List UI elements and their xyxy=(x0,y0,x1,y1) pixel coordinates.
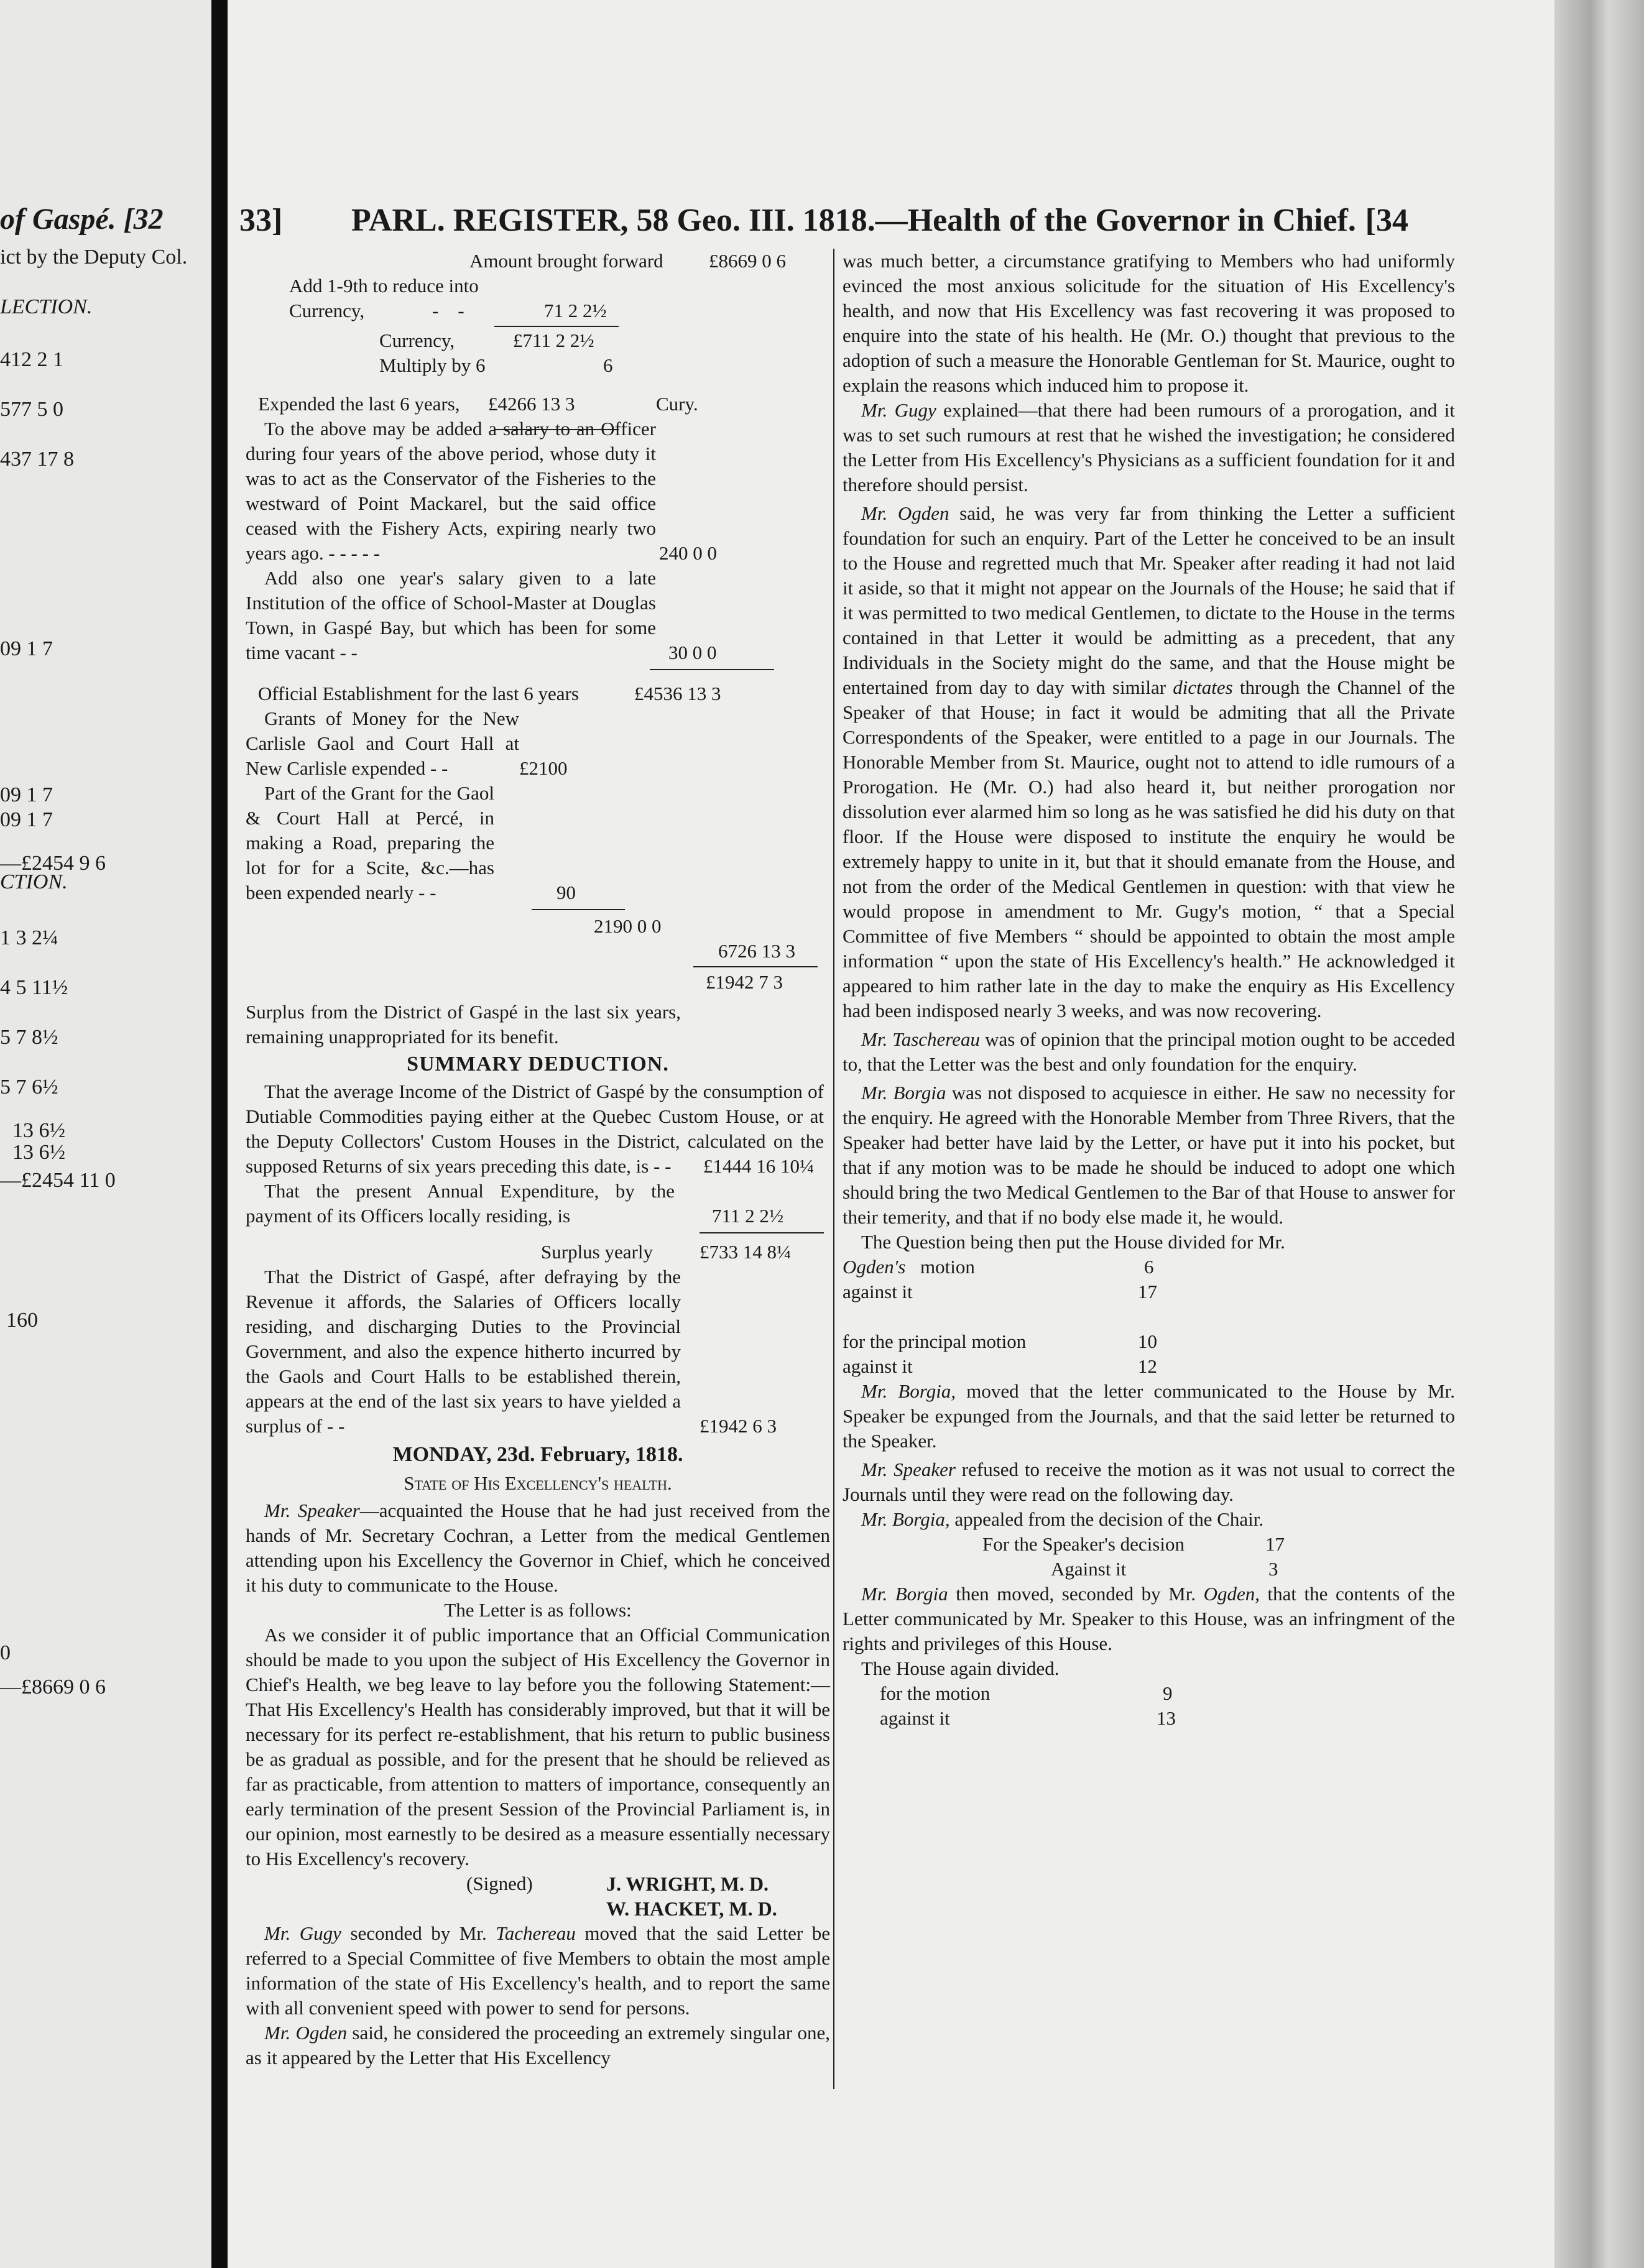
signature-line xyxy=(246,1896,830,1921)
left-page-line: 09 1 7 xyxy=(0,783,53,806)
account-line xyxy=(246,939,830,964)
account-label: Add 1-9th to reduce into xyxy=(289,275,479,297)
left-page-line: 5 7 8½ xyxy=(0,1026,58,1049)
paragraph: that the contents of the Letter communicated by Mr. Speaker to this House, was an infringment of the rights and privileges of this House. xyxy=(843,1583,1456,1654)
left-page-line: —£2454 11 0 xyxy=(0,1169,116,1192)
gugy-name: Mr. Gugy xyxy=(264,1922,341,1944)
account-amount: 711 2 2½ xyxy=(712,1205,784,1227)
left-page-line: LECTION. xyxy=(0,295,93,318)
grants-paragraph: Grants of Money for the New Carlisle Gaol and Court Hall at New Carlisle expended - - £2100 xyxy=(246,706,519,781)
account-amount: £1444 16 10¼ xyxy=(700,1154,814,1179)
account-amount: 71 2 2½ xyxy=(544,300,607,321)
school-paragraph: Add also one year's salary given to a late Institution of the office of School-Master at Douglas Town, in Gaspé Bay, but which has been for some time vacant - - 30 0 0 xyxy=(246,566,656,665)
account-label: Official Establishment for the last 6 years xyxy=(258,683,579,704)
vote-line: Ogden's motion 6 xyxy=(843,1256,1154,1278)
gugy-paragraph: moved that the said Letter be referred to a Special Committee of five Members to obtain the most ample information of the state of His Excellency's health, and to report the same with all convenient speed with power to send for persons. xyxy=(246,1922,830,2019)
paragraph: was of opinion that the principal motion ought to be acceded to, that the Letter was the best and only foundation for the enquiry. xyxy=(843,1028,1455,1075)
surplus-paragraph: Surplus from the District of Gaspé in the last six years, remaining unappropriated for its benefit. xyxy=(246,1001,681,1048)
account-line xyxy=(246,274,830,298)
account-amount: £4536 13 3 xyxy=(634,683,721,704)
running-header xyxy=(239,202,1408,246)
account-line xyxy=(246,353,830,378)
page-number-left: 33] xyxy=(239,203,283,238)
signed-label: (Signed) xyxy=(466,1873,533,1894)
page-edge xyxy=(1554,0,1644,2268)
paragraph: The Question being then put the House divided for Mr. xyxy=(861,1231,1285,1253)
left-page-line: —£8669 0 6 xyxy=(0,1676,106,1699)
signature-hacket: W. HACKET, M. D. xyxy=(606,1897,777,1920)
paragraph: appealed from the decision of the Chair. xyxy=(954,1508,1264,1530)
vote-line: against it 12 xyxy=(843,1355,1157,1377)
income-paragraph: That the average Income of the District of Gaspé by the consumption of Dutiable Commodities paying either at the Quebec Custom House, or at the Deputy Collectors' Custom Houses in the District, calculated on the supposed Returns of six years preceding this date, is - - £1444 16 10¼ xyxy=(246,1079,830,1179)
ogden-paragraph: said, he considered the proceeding an extremely singular one, as it appeared by the Letter that His Excellency xyxy=(246,2022,830,2068)
left-page-line: ict by the Deputy Col. xyxy=(0,246,188,269)
sum-rule xyxy=(700,1232,824,1233)
vote-line: For the Speaker's decision 17 xyxy=(982,1533,1285,1555)
account-label: Surplus yearly xyxy=(541,1241,653,1263)
account-line xyxy=(246,681,830,706)
vote-line: for the principal motion 10 xyxy=(843,1330,1157,1352)
account-amount: 6 xyxy=(603,354,613,376)
account-amount: £1942 7 3 xyxy=(706,971,783,993)
account-amount: 30 0 0 xyxy=(668,642,717,663)
left-page-line: 13 6½ xyxy=(12,1119,65,1142)
left-page-line: 5 7 6½ xyxy=(0,1076,58,1099)
letter-text: As we consider it of public importance that an Official Communication should be made to you upon the subject of His Excellency the Governor in Chief's Health, we beg leave to lay before you the following Statement:—That His Excellency's Health has considerably improved, but that it will be necessary for its perfect re-establishment, that his return to public business be as gradual as possible, and for the present that he should be relieved as far as practicable, from attention to matters of importance, consequently an early termination of the present Session of the Provincial Parliament is, in our opinion, most earnestly to be desired as a measure essentially necessary to His Excellency's recovery. xyxy=(246,1624,830,1869)
account-line xyxy=(246,249,830,274)
paragraph: moved that the letter communicated to the House by Mr. Speaker be expunged from the Journals, and that the said letter be returned to the Speaker. xyxy=(843,1380,1455,1452)
ogden-name: Mr. Ogden xyxy=(264,2022,348,2044)
column-right: was much better, a circumstance gratifying to Members who had uniformly evinced the most anxious solicitude for the situation of His Excellency's health, and now that His Excellency was fast recovering it was proposed to enquire into the state of his health. He (Mr. O.) thought that previous to the adoption of such a measure the Honorable Gentleman for St. Maurice, ought to explain the reasons which induced him to propose it. Mr. Gugy explained—that there had been rumours of a prorogation, and it was to set such rumours at rest that he wished the investigation; he considered the Letter from His Excellency's Physicians as a sufficient foundation for it and therefore should persist. Mr. Ogden said, he was very far from thinking the Letter a sufficient foundation for such an enquiry. Part of the Letter he conceived to be an insult to the House and regretted much that Mr. Speaker after reading it had not laid it aside, so that it might not appear on the Journals of the House; he said that if it was permitted to two medical Gentlemen, to dictate to the House in the terms contained in that Letter it would be admitting as a precedent, that any Individuals in the Society might do the same, and that the House might be entertained from day to day with similar dictates through the Channel of the Speaker of that House; in fact it would be admiting that all the Private Correspondents of the Speaker, were entitled to a page in our Journals. The Honorable Member from St. Maurice, ought not to attend to idle rumours of a Prorogation. He (Mr. O.) had also heard it, but neither prorogation nor dissolution ever alarmed him so long as he was satisfied he did his duty on that floor. If the House were disposed to institute the enquiry he would be extremely happy to unite in it, but that it should emanate from the House, and not from the order of the Medical Gentlemen in question: with that view he would propose in amendment to Mr. Gugy's motion, “ that a Special Committee of five Members “ should be appointed to obtain the most ample information “ upon the state of His Excellency's health.” He acknowledged it appeared to him rather late in the day to make the enquiry as His Excellency had been indisposed nearly 3 weeks, and was now recovering. Mr. Taschereau was of opinion that the principal motion ought to be acceded to, that the Letter was the best and only foundation for the enquiry. Mr. Borgia was not disposed to acquiesce in either. He saw no necessity for the enquiry. He agreed with the Honorable Member from Three Rivers, that the Speaker had better have laid by the Letter, or have put it into his pocket, but that if any motion was to be made he should be induced to adopt one which should bring the two Medical Gentlemen to the Bar of that House to answer for their temerity, and that if no body else made it, he would. The Question being then put the House divided for Mr. Ogden's motion 6 against it 17 for the principal motion 10 against it 12 Mr. Borgia, moved that the letter communicated to the House by Mr. Speaker be expunged from the Journals, and that the said letter be returned to the Speaker. Mr. Speaker refused to receive the motion as it was not usual to correct the Journals until they were read on the following day. Mr. Borgia, appealed from the decision of the Chair. For the Speaker's decision 17 Against it 3 Mr. Borgia then moved, seconded by Mr. Ogden, that the contents of the Letter communicated by Mr. Speaker to this House, was an infringment of the rights and privileges of this House. The House again divided. for the motion 9 against it 13 xyxy=(843,249,1455,1731)
left-page-line: 09 1 7 xyxy=(0,808,53,831)
section-heading: State of His Excellency's health. xyxy=(404,1472,672,1494)
account-label: Amount brought forward xyxy=(469,250,663,272)
sum-rule xyxy=(532,909,625,910)
account-label: Expended the last 6 years, xyxy=(258,393,460,415)
column-divider xyxy=(833,249,834,2089)
speaker-paragraph: —acquainted the House that he had just received from the hands of Mr. Secretary Cochran, a Letter from the medical Gentlemen attending upon his Excellency the Governor in Chief, which he conceived it his duty to communicate to the House. xyxy=(246,1500,830,1596)
paragraph: was much better, a circumstance gratifying to Members who had uniformly evinced the most anxious solicitude for the situation of His Excellency's health, and now that His Excellency was fast recovering it was proposed to enquire into the state of his health. He (Mr. O.) thought that previous to the adoption of such a measure the Honorable Gentleman for St. Maurice, ought to explain the reasons which induced him to propose it. xyxy=(843,250,1455,396)
sum-rule xyxy=(650,669,774,673)
summary-heading: SUMMARY DEDUCTION. xyxy=(407,1053,669,1076)
paragraph: The House again divided. xyxy=(861,1657,1060,1679)
account-line xyxy=(246,392,830,417)
vote-line: against it 17 xyxy=(843,1281,1157,1302)
vote-line: for the motion 9 xyxy=(880,1682,1173,1704)
expenditure-paragraph: That the present Annual Expenditure, by the payment of its Officers locally residing, is 711 2 2½ xyxy=(246,1179,675,1228)
account-amount: £4266 13 3 xyxy=(488,393,575,415)
account-line xyxy=(246,328,830,353)
vote-line: Against it 3 xyxy=(1051,1558,1278,1580)
left-page-line: 0 xyxy=(0,1641,11,1664)
left-page-line: —£2454 9 6 xyxy=(0,852,106,875)
left-page-header: of Gaspé. [32 xyxy=(0,203,164,236)
account-amount: £733 14 8¼ xyxy=(700,1241,792,1263)
account-line xyxy=(246,1240,830,1265)
account-line xyxy=(246,909,830,937)
account-amount: £711 2 2½ xyxy=(513,330,594,351)
account-amount: 90 xyxy=(556,882,576,903)
salary-paragraph: To the above may be added a salary to an Officer during four years of the above period, whose duty it was to act as the Conservator of the Fisheries to the westward of Point Mackarel, but the said office ceased with the Fishery Acts, expiring nearly two years ago. - - - - - 240 0 0 xyxy=(246,417,656,566)
vote-line: against it 13 xyxy=(880,1707,1176,1729)
column-left: Amount brought forward £8669 0 6 Add 1-9th to reduce into Currency, - - 71 2 2½ Currency, £711 2 2½ Multiply by 6 6 Expended the last 6 years, £4266 13 3 Cury. To the above may be added a salary to an Officer during four years of the above period, whose duty it was to act as the Conservator of the Fisheries to the westward of Point Mackarel, but the said office ceased with the Fishery Acts, expiring nearly two years ago. - - - - - 240 0 0 Add also one year's salary given to a late Institution of the office of School-Master at Douglas Town, in Gaspé Bay, but which has been for some time vacant - - 30 0 0 Official Establishment for the last 6 years £4536 13 3 Grants of Money for the New Carlisle Gaol and Court Hall at New Carlisle expended - - £2100 Part of the Grant for the Gaol & Court Hall at Percé, in making a Road, preparing the lot for for a Scite, &c.—has been expended nearly - - 90 2190 0 0 6726 13 3 £1942 7 3 Surplus from the District of Gaspé in the last six years, remaining unappropriated for its benefit. SUMMARY DEDUCTION. That the average Income of the District of Gaspé by the consumption of Dutiable Commodities paying either at the Quebec Custom House, or at the Deputy Collectors' Custom Houses in the District, calculated on the supposed Returns of six years preceding this date, is - - £1444 16 10¼ That the present Annual Expenditure, by the payment of its Officers locally residing, is 711 2 2½ Surplus yearly £733 14 8¼ That the District of Gaspé, after defraying by the Revenue it affords, the Salaries of Officers locally residing, and discharging Duties to the Provincial Government, and also the expence hitherto incurred by the Gaols and Court Halls to be established therein, appears at the end of the last six years to have yielded a surplus of - - £1942 6 3 MONDAY, 23d. February, 1818. State of His Excellency's health. Mr. Speaker—acquainted the House that he had just received from the hands of Mr. Secretary Cochran, a Letter from the medical Gentlemen attending upon his Excellency the Governor in Chief, which he conceived it his duty to communicate to the House. The Letter is as follows: As we consider it of public importance that an Official Communication should be made to you upon the subject of His Excellency the Governor in Chief's Health, we beg leave to lay before you the following Statement:—That His Excellency's Health has considerably improved, but that it will be necessary for its perfect re-establishment, that his return to public business be as gradual as possible, and for the present that he should be relieved as far as practicable, from attention to matters of importance, consequently an early termination of the present Session of the Provincial Parliament is, in our opinion, most earnestly to be desired as a measure essentially necessary to His Excellency's recovery. (Signed) J. WRIGHT, M. D. W. HACKET, M. D. Mr. Gugy seconded by Mr. Tachereau moved that the said Letter be referred to a Special Committee of five Members to obtain the most ample information of the state of His Excellency's health, and to report the same with all convenient speed with power to send for persons. Mr. Ogden said, he considered the proceeding an extremely singular one, as it appeared by the Letter that His Excellency xyxy=(246,250,830,2068)
sum-rule xyxy=(693,966,818,967)
page-number-right: [34 xyxy=(1365,203,1408,238)
left-page-line: 13 6½ xyxy=(12,1141,65,1164)
account-suffix: Cury. xyxy=(656,393,698,415)
account-label: Multiply by 6 xyxy=(379,354,486,376)
left-page-line: 160 xyxy=(6,1309,38,1332)
account-amount: £2100 xyxy=(519,757,568,779)
account-amount: £8669 0 6 xyxy=(709,250,786,272)
account-line xyxy=(246,970,830,995)
account-line: Currency, - - 71 2 2½ xyxy=(246,298,830,323)
left-page-line: 437 17 8 xyxy=(0,448,74,471)
account-amount: 240 0 0 xyxy=(659,542,717,564)
left-page-line: 577 5 0 xyxy=(0,398,63,421)
paragraph: explained—that there had been rumours of a prorogation, and it was to set such rumours at rest that he wished the investigation; he considered the Letter from His Excellency's Physicians as a sufficient foundation for it and therefore should persist. xyxy=(843,399,1456,496)
date-heading: MONDAY, 23d. February, 1818. xyxy=(392,1443,683,1466)
left-page-line: 412 2 1 xyxy=(0,348,63,371)
account-label: Currency, xyxy=(289,300,365,321)
left-page-line: CTION. xyxy=(0,870,68,893)
left-page-line: 4 5 11½ xyxy=(0,976,68,999)
account-label: Currency, xyxy=(379,330,455,351)
sum-rule xyxy=(494,326,619,327)
district-paragraph: That the District of Gaspé, after defraying by the Revenue it affords, the Salaries of Officers locally residing, and discharging Duties to the Provincial Government, and also the expence hitherto incurred by the Gaols and Court Halls to be established therein, appears at the end of the last six years to have yielded a surplus of - - £1942 6 3 xyxy=(246,1265,681,1439)
paragraph: said, he was very far from thinking the Letter a sufficient foundation for such an enquiry. Part of the Letter he conceived to be an insult to the House and regretted much that Mr. Speaker after reading it had not laid it aside, so that it might not appear on the Journals of the House; he said that if it was permitted to two medical Gentlemen, to dictate to the House in the terms contained in that Letter it would be admitting as a precedent, that any Individuals in the Society might do the same, and that the House might be entertained from day to day with similar xyxy=(843,502,1455,698)
perce-paragraph: Part of the Grant for the Gaol & Court Hall at Percé, in making a Road, preparing the lot for for a Scite, &c.—has been expended nearly - - 90 xyxy=(246,781,494,905)
left-page-line: 1 3 2¼ xyxy=(0,926,58,949)
speaker-name: Mr. Speaker xyxy=(264,1500,360,1521)
left-page-line: 09 1 7 xyxy=(0,637,53,660)
paragraph: was not disposed to acquiesce in either. He saw no necessity for the enquiry. He agreed with the Honorable Member from Three Rivers, that the Speaker had better have laid by the Letter, or have put it into his pocket, but that if any motion was to be made he should be induced to adopt one which should bring the two Medical Gentlemen to the Bar of that House to answer for their temerity, and that if no body else made it, he would. xyxy=(843,1082,1455,1228)
signature-line xyxy=(246,1871,830,1896)
left-facing-page xyxy=(0,0,211,2268)
account-amount: 2190 0 0 xyxy=(594,915,662,937)
account-amount: 6726 13 3 xyxy=(718,940,795,962)
account-amount: £1942 6 3 xyxy=(700,1415,777,1437)
book-gutter xyxy=(211,0,228,2268)
signature-wright: J. WRIGHT, M. D. xyxy=(606,1873,769,1895)
paragraph: refused to receive the motion as it was not usual to correct the Journals until they were read on the following day. xyxy=(843,1459,1456,1505)
page-title: PARL. REGISTER, 58 Geo. III. 1818.—Health of the Governor in Chief. xyxy=(351,203,1356,238)
letter-intro: The Letter is as follows: xyxy=(444,1599,632,1621)
